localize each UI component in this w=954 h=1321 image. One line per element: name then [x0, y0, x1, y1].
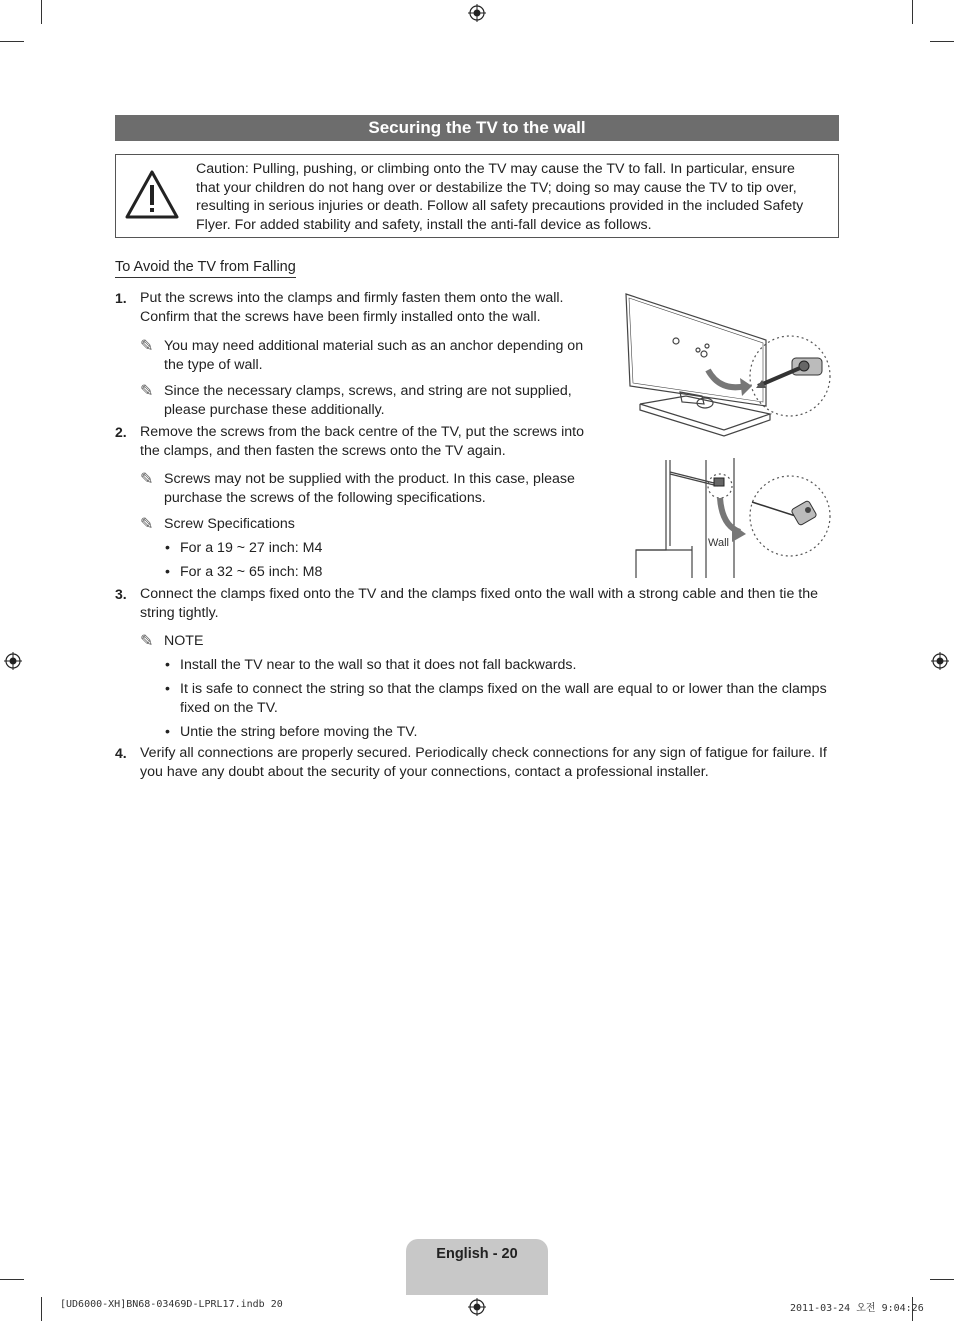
bullet: • [165, 724, 170, 740]
pencil-note-icon: ✎ [140, 383, 154, 400]
step-number: 1. [115, 290, 127, 306]
bullet-text: For a 32 ~ 65 inch: M8 [180, 564, 323, 580]
list-item [165, 723, 840, 742]
crop-mark [0, 41, 24, 42]
bullet-text: Untie the string before moving the TV. [180, 724, 418, 740]
list-item [165, 539, 580, 558]
crop-mark [912, 0, 913, 24]
note [140, 632, 604, 651]
registration-mark-icon [468, 1298, 486, 1316]
note-text: Since the necessary clamps, screws, and string are not supplied, please purchase these additionally. [164, 383, 572, 418]
wall-mount-illustration [620, 288, 840, 578]
warning-triangle-icon [124, 169, 180, 221]
wall-label: Wall [708, 537, 729, 549]
registration-mark-icon [4, 652, 22, 670]
crop-mark [0, 1279, 24, 1280]
pencil-note-icon: ✎ [140, 471, 154, 488]
caution-box [115, 154, 839, 238]
note-text: Screw Specifications [164, 516, 295, 532]
bullet: • [165, 540, 170, 556]
bullet-text: For a 19 ~ 27 inch: M4 [180, 540, 323, 556]
caution-body: : Pulling, pushing, or climbing onto the TV may cause the TV to fall. In particular, ensure that your children do not hang over or destabilize the TV; doing so may cause the TV to tip over, resulting in serious injuries or death. Follow all safety precautions provided in the included Safety Flyer. For added stability and safety, install the anti-fall device as follows. [196, 161, 804, 233]
page-number: English - 20 [436, 1246, 518, 1262]
crop-mark [41, 0, 42, 24]
bullet: • [165, 681, 170, 697]
note [140, 382, 604, 420]
subheading: To Avoid the TV from Falling [115, 259, 296, 278]
step-text: Remove the screws from the back centre of the TV, put the screws into the clamps, and then fasten the screws onto the TV again. [140, 424, 584, 459]
step-text: Put the screws into the clamps and firmly fasten them onto the wall. Confirm that the screws have been firmly installed onto the wall. [140, 290, 564, 325]
list-item [165, 656, 840, 675]
crop-mark [930, 41, 954, 42]
step-text: Verify all connections are properly secured. Periodically check connections for any sign of fatigue for failure. If you have any doubt about the security of your connections, contact a professional installer. [140, 745, 827, 780]
note [140, 337, 604, 375]
print-slug: [UD6000-XH]BN68-03469D-LPRL17.indb 20 [60, 1299, 283, 1310]
list-item [165, 680, 830, 718]
bullet: • [165, 564, 170, 580]
step-number: 4. [115, 745, 127, 761]
pencil-note-icon: ✎ [140, 633, 154, 650]
note-text: You may need additional material such as an anchor depending on the type of wall. [164, 338, 584, 373]
print-timestamp: 2011-03-24 오전 9:04:26 [790, 1303, 924, 1314]
step-number: 2. [115, 424, 127, 440]
step-number: 3. [115, 586, 127, 602]
caution-label: Caution [196, 161, 245, 177]
step-text: Connect the clamps fixed onto the TV and the clamps fixed onto the wall with a strong cable and then tie the string tightly. [140, 586, 818, 621]
registration-mark-icon [931, 652, 949, 670]
pencil-note-icon: ✎ [140, 516, 154, 533]
registration-mark-icon [468, 4, 486, 22]
bullet-text: Install the TV near to the wall so that it does not fall backwards. [180, 657, 577, 673]
crop-mark [41, 1297, 42, 1321]
section-title: Securing the TV to the wall [115, 115, 839, 141]
list-item [165, 563, 580, 582]
bullet-text: It is safe to connect the string so that the clamps fixed on the wall are equal to or lower than the clamps fixed on the TV. [180, 681, 827, 716]
note-text: Screws may not be supplied with the product. In this case, please purchase the screws of the following specifications. [164, 471, 575, 506]
note [140, 470, 604, 508]
pencil-note-icon: ✎ [140, 338, 154, 355]
bullet: • [165, 657, 170, 673]
note-text: NOTE [164, 633, 204, 649]
note [140, 515, 604, 534]
caution-text [196, 160, 818, 234]
crop-mark [930, 1279, 954, 1280]
